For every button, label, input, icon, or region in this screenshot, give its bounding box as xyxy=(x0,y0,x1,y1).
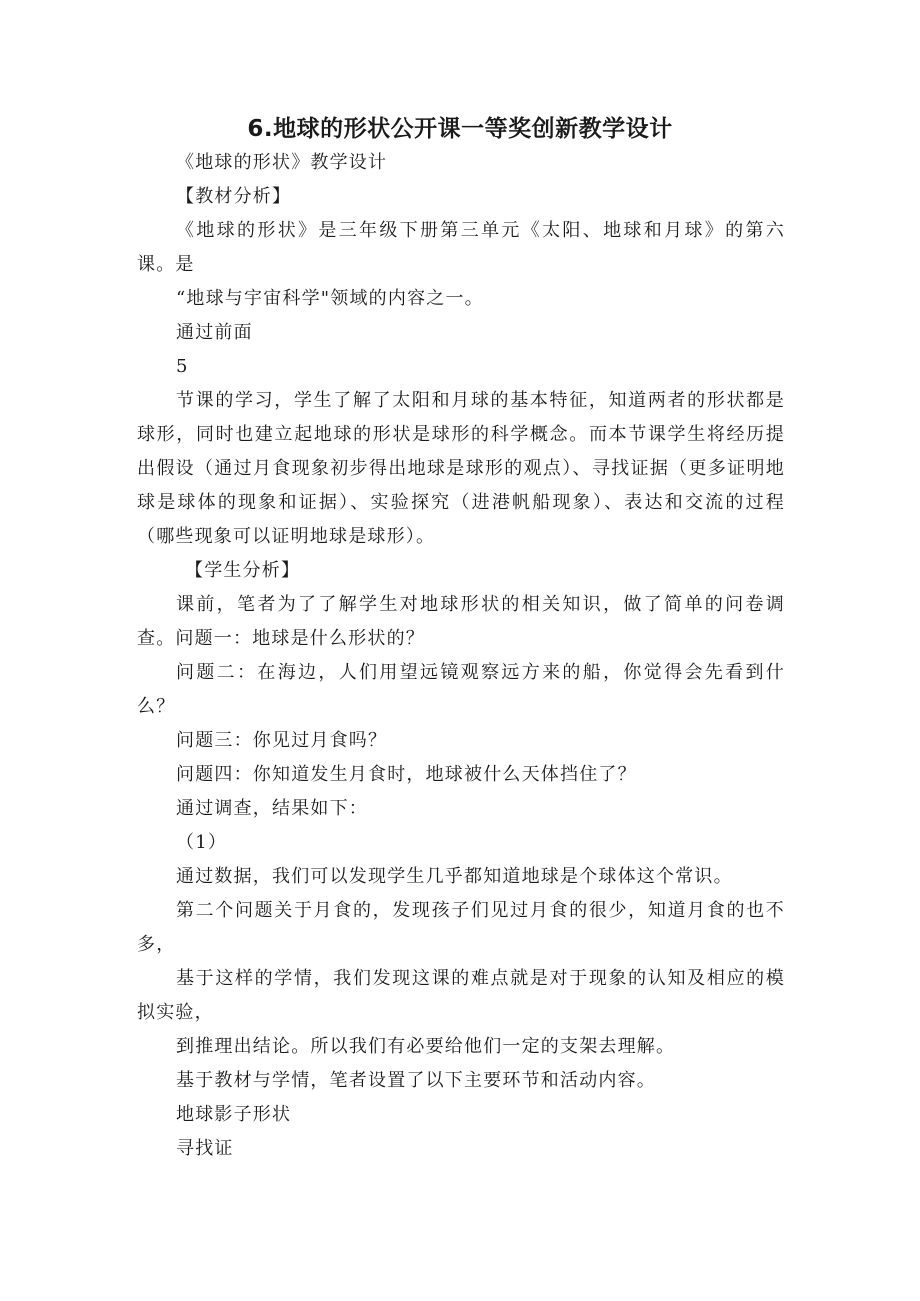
paragraph-survey-results: 通过调查，结果如下： xyxy=(176,798,368,819)
paragraph-survey: 课前，笔者为了了解学生对地球形状的相关知识，做了简单的问卷调查。问题一：地球是什么形状的？ xyxy=(137,594,785,649)
section-heading-student-analysis: 【学生分析】 xyxy=(185,560,301,581)
paragraph-question-four: 问题四：你知道发生月食时，地球被什么天体挡住了？ xyxy=(176,764,637,785)
paragraph-eclipse-finding: 第二个问题关于月食的，发现孩子们见过月食的很少，知道月食的也不多， xyxy=(137,900,785,955)
paragraph-shadow-shape: 地球影子形状 xyxy=(176,1104,292,1125)
paragraph-question-two: 问题二：在海边，人们用望远镜观察远方来的船，你觉得会先看到什么？ xyxy=(137,662,785,717)
paragraph-domain: “地球与宇宙科学"领域的内容之一。 xyxy=(176,288,484,309)
paragraph-through-previous: 通过前面 xyxy=(176,322,253,343)
paragraph-number: 5 xyxy=(176,356,189,377)
paragraph-find-evidence: 寻找证 xyxy=(176,1138,234,1159)
paragraph-question-three: 问题三：你见过月食吗？ xyxy=(176,730,388,751)
paragraph-item-one: （1） xyxy=(176,832,228,853)
paragraph-difficulty: 基于这样的学情，我们发现这课的难点就是对于现象的认知及相应的模拟实验， xyxy=(137,968,785,1023)
paragraph-data-finding: 通过数据，我们可以发现学生几乎都知道地球是个球体这个常识。 xyxy=(176,866,733,887)
subtitle: 《地球的形状》教学设计 xyxy=(176,152,388,173)
paragraph-design-basis: 基于教材与学情，笔者设置了以下主要环节和活动内容。 xyxy=(176,1070,656,1091)
paragraph-intro: 《地球的形状》是三年级下册第三单元《太阳、地球和月球》的第六课。是 xyxy=(137,220,785,275)
section-heading-textbook-analysis: 【教材分析】 xyxy=(176,186,292,207)
paragraph-reasoning: 到推理出结论。所以我们有必要给他们一定的支架去理解。 xyxy=(176,1036,676,1057)
document-title: 6.地球的形状公开课一等奖创新教学设计 xyxy=(247,116,673,142)
paragraph-lesson-overview: 节课的学习，学生了解了太阳和月球的基本特征，知道两者的形状都是球形，同时也建立起地球的形状是球形的科学概念。而本节课学生将经历提出假设（通过月食现象初步得出地球是球形的观点）、寻找证据（更多证明地球是球体的现象和证据）、实验探究（进港帆船现象）、表达和交流的过程（哪些现象可以证明地球是球形）。 xyxy=(137,390,785,547)
